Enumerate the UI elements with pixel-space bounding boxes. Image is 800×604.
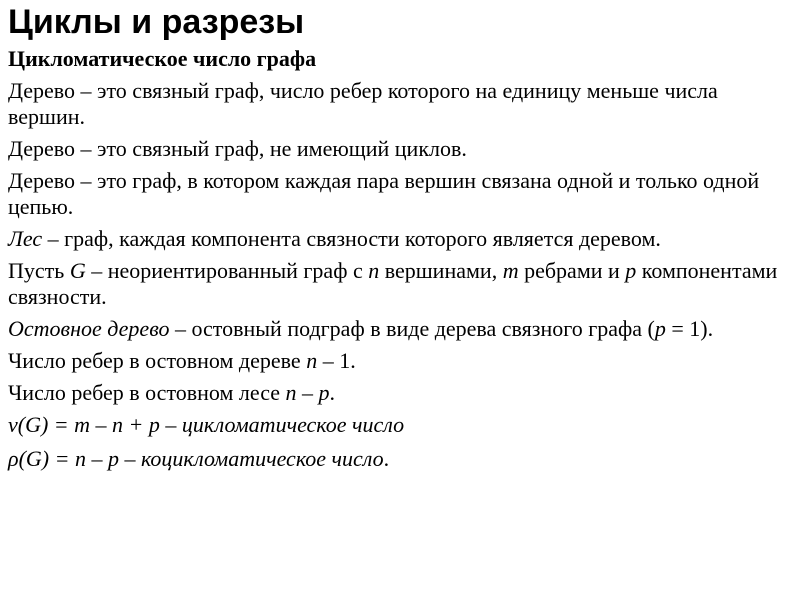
text-fragment: Число ребер в остовном лесе — [8, 380, 286, 405]
text-fragment: . — [329, 380, 336, 405]
forest-text: – граф, каждая компонента связности которого является деревом. — [42, 226, 661, 251]
text-fragment: – 1. — [317, 348, 356, 373]
text-fragment: – — [296, 380, 319, 405]
paragraph-spanning-tree — [8, 316, 788, 342]
text-fragment: – неориентированный граф с — [85, 258, 369, 283]
paragraph-tree-definition-1: Дерево – это связный граф, число ребер которого на единицу меньше числа вершин. — [8, 78, 718, 129]
formula-cyclomatic-number — [8, 412, 800, 438]
var-p: p — [318, 380, 330, 405]
var-p: p — [654, 316, 666, 341]
formula-description: коцикломатическое число — [140, 446, 384, 471]
var-p: p — [625, 258, 637, 283]
var-G: G — [69, 258, 86, 283]
formula-expression: (G) = n – p – — [18, 446, 141, 471]
paragraph-tree-definition-3: Дерево – это граф, в котором каждая пара вершин связана одной и только одной цепью. — [8, 168, 760, 219]
symbol-rho: ρ — [8, 446, 19, 471]
slide — [0, 4, 800, 604]
var-n: n — [306, 348, 318, 373]
text-fragment: компонентами связности. — [8, 258, 778, 309]
text-fragment: ребрами и — [518, 258, 626, 283]
text-fragment: . — [383, 446, 390, 471]
paragraph-edges-spanning-tree — [8, 348, 788, 374]
slide-subtitle: Цикломатическое число графа — [8, 46, 317, 71]
text-fragment: Пусть — [8, 258, 70, 283]
formula-description: цикломатическое число — [181, 412, 405, 437]
formula-expression: (G) = m – n + p – — [17, 412, 182, 437]
symbol-nu: ν — [8, 412, 18, 437]
var-n: n — [368, 258, 380, 283]
term-forest: Лес — [8, 226, 43, 251]
paragraph-edges-spanning-forest — [8, 380, 788, 406]
var-m: m — [502, 258, 519, 283]
formula-cocyclomatic-number — [8, 446, 800, 472]
term-spanning-tree: Остовное дерево — [8, 316, 170, 341]
text-fragment: = 1). — [665, 316, 714, 341]
paragraph-graph-params — [8, 258, 788, 310]
paragraph-tree-definition-2: Дерево – это связный граф, не имеющий циклов. — [8, 136, 467, 161]
text-fragment: вершинами, — [379, 258, 503, 283]
var-n: n — [285, 380, 297, 405]
paragraph-forest-definition — [8, 226, 788, 252]
text-fragment: Число ребер в остовном дереве — [8, 348, 307, 373]
text-fragment: – остовный подграф в виде дерева связного графа ( — [169, 316, 655, 341]
slide-title: Циклы и разрезы — [8, 3, 305, 41]
